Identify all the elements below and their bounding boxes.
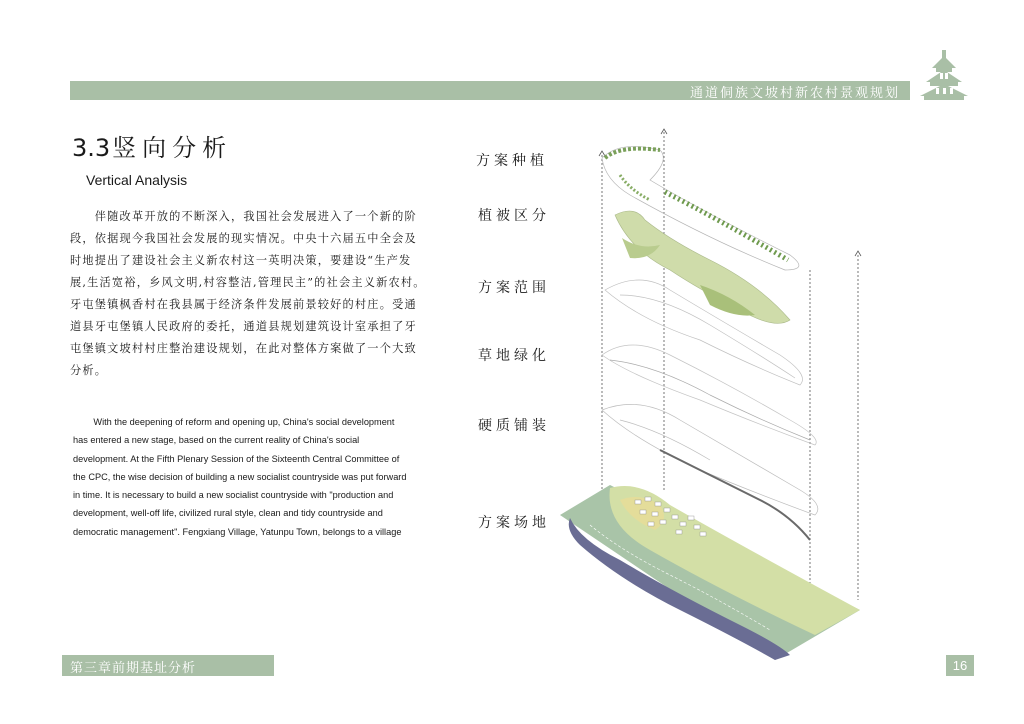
page-number: 16 xyxy=(946,655,974,676)
layer-label-paving: 硬质铺装 xyxy=(478,418,550,434)
zh-line: 牙屯堡镇枫香村在我县属于经济条件发展前景较好的村庄。受通 xyxy=(70,298,417,311)
en-line: the CPC, the wise decision of building a new socialist countryside was put forward xyxy=(73,471,407,482)
en-line: in time. It is necessary to build a new socialist countryside with "production and xyxy=(73,490,394,501)
zh-line: 时地提出了建设社会主义新农村这一英明决策，要建设“生产发 xyxy=(70,254,412,267)
en-line: development. At the Fifth Plenary Session of the Sixteenth Central Committee of xyxy=(73,453,400,464)
zh-line: 伴随改革开放的不断深入，我国社会发展进入了一个新的阶 xyxy=(70,210,417,223)
layer-scope xyxy=(605,280,803,385)
chapter-title: 第三章前期基址分析 xyxy=(70,661,197,676)
section-number: 3.3 xyxy=(72,134,111,162)
zh-line: 屯堡镇文坡村村庄整治建设规划，在此对整体方案做了一个大致 xyxy=(70,342,417,355)
layer-grass xyxy=(602,345,816,445)
zh-line: 展,生活宽裕，乡风文明,村容整洁,管理民主”的社会主义新农村。 xyxy=(70,276,426,289)
en-line: has entered a new stage, based on the current reality of China's social xyxy=(73,435,360,446)
body-text-zh xyxy=(70,206,426,382)
layer-label-scope: 方案范围 xyxy=(478,280,550,296)
zh-line: 分析。 xyxy=(70,364,108,377)
header-band xyxy=(70,81,910,100)
section-title xyxy=(72,128,232,163)
pavilion-logo-icon xyxy=(918,50,970,102)
footer-chapter-band xyxy=(62,655,274,676)
exploded-layer-diagram xyxy=(560,120,880,660)
zh-line: 段，依据现今我国社会发展的现实情况。中央十六届五中全会及 xyxy=(70,232,417,245)
section-title-zh: 竖向分析 xyxy=(112,134,233,162)
project-title: 通道侗族文坡村新农村景观规划 xyxy=(689,86,900,101)
en-line: With the deepening of reform and opening up, China's social development xyxy=(73,417,395,427)
body-text-en xyxy=(73,413,413,541)
en-line: development, well-off life, civilized rural style, clean and tidy countryside and xyxy=(73,508,383,519)
layer-label-vegetation: 植被区分 xyxy=(478,208,550,224)
layer-label-site: 方案场地 xyxy=(478,515,550,531)
layer-site xyxy=(560,485,860,660)
layer-vegetation xyxy=(615,211,790,323)
zh-line: 道县牙屯堡镇人民政府的委托，通道县规划建筑设计室承担了牙 xyxy=(70,320,417,333)
en-line: democratic management". Fengxiang Village, Yatunpu Town, belongs to a village xyxy=(73,526,402,537)
layer-label-planting: 方案种植 xyxy=(476,153,548,169)
section-subtitle: Vertical Analysis xyxy=(86,172,188,188)
layer-label-grass: 草地绿化 xyxy=(478,348,550,364)
